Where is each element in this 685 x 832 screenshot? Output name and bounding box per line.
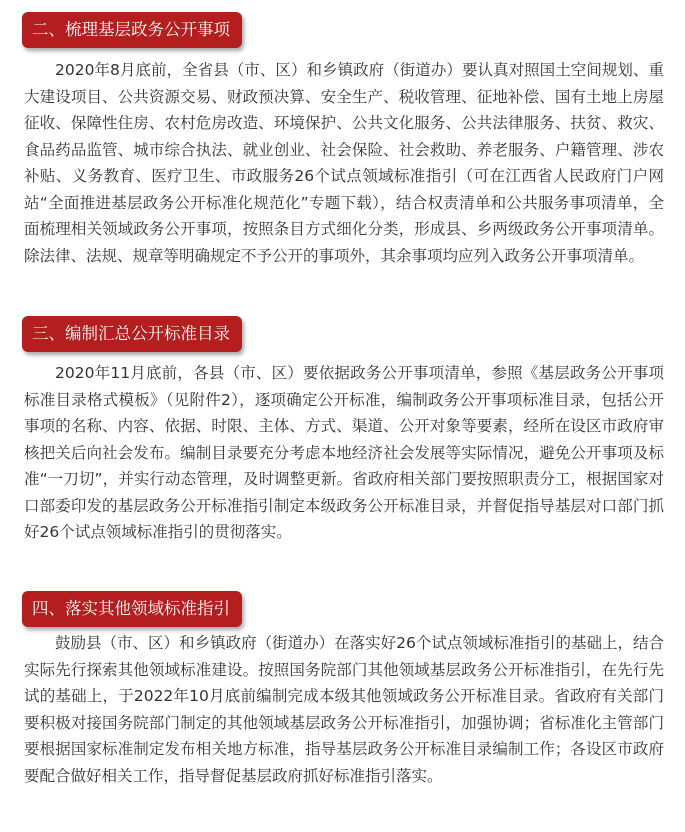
section-body-2: 2020年8月底前，全省县（市、区）和乡镇政府（街道办）要认真对照国土空间规划、重大建设项目、公共资源交易、财政预决算、安全生产、税收管理、征地补偿、国有土地上房屋征收、保障性住房、农村危房改造、环境保护、公共文化服务、公共法律服务、扶贫、救灾、食品药品监管、城市综合执法、就业创业、社会保险、社会救助、养老服务、户籍管理、涉农补贴、义务教育、医疗卫生、市政服务26个试点领域标准指引（可在江西省人民政府门户网站“全面推进基层政务公开标准化规范化”专题下载），结合权责清单和公共服务事项清单，全面梳理相关领域政务公开事项，按照条目方式细化分类，形成县、乡两级政务公开事项清单。除法律、法规、规章等明确规定不予公开的事项外，其余事项均应列入政务公开事项清单。 [24,61,664,265]
section-header-4: 四、落实其他领域标准指引 [22,591,242,627]
section-header-3: 三、编制汇总公开标准目录 [22,316,242,352]
section-body-3: 2020年11月底前，各县（市、区）要依据政务公开事项清单，参照《基层政务公开事项标准目录格式模板》（见附件2），逐项确定公开标准，编制政务公开事项标准目录，包括公开事项的名称、内容、依据、时限、主体、方式、渠道、公开对象等要素，经所在设区市政府审核把关后向社会发布。编制目录要充分考虑本地经济社会发展等实际情况，避免公开事项及标准“一刀切”，并实行动态管理，及时调整更新。省政府相关部门要按照职责分工，根据国家对口部委印发的基层政务公开标准指引制定本级政务公开标准目录，并督促指导基层对口部门抓好26个试点领域标准指引的贯彻落实。 [24,364,664,541]
section-body-4: 鼓励县（市、区）和乡镇政府（街道办）在落实好26个试点领域标准指引的基础上，结合实际先行探索其他领域标准建设。按照国务院部门其他领域基层政务公开标准指引，在先行先试的基础上，于2022年10月底前编制完成本级其他领域政务公开标准目录。省政府有关部门要积极对接国务院部门制定的其他领域基层政务公开标准指引，加强协调；省标准化主管部门要根据国家标准制定发布相关地方标准，指导基层政务公开标准目录编制工作；各设区市政府要配合做好相关工作，指导督促基层政府抓好标准指引落实。 [24,634,664,785]
section-header-2: 二、梳理基层政务公开事项 [22,12,242,48]
